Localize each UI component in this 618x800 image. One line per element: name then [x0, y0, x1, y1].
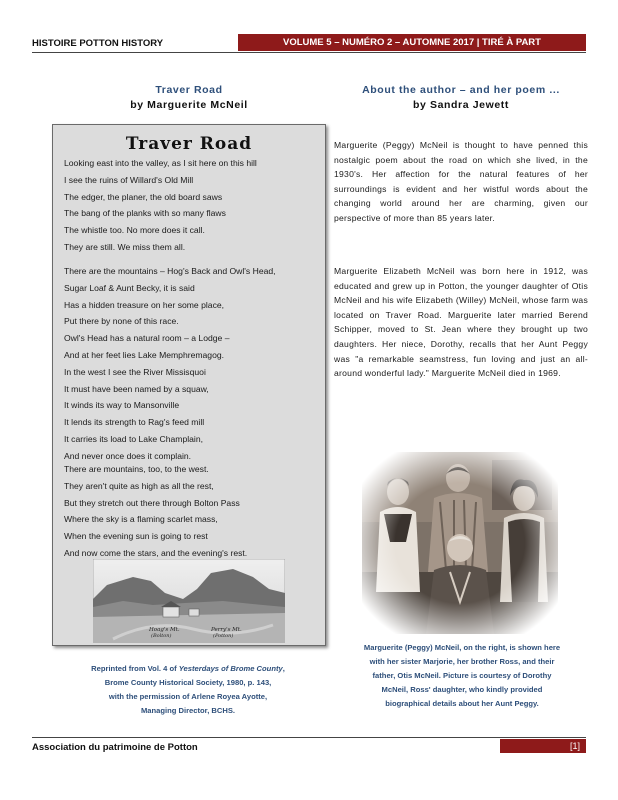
article-title: Traver Road — [155, 84, 223, 96]
poem-source-caption — [40, 662, 336, 718]
poem-line: And at her feet lies Lake Memphremagog. — [64, 349, 225, 360]
poem-stanza-1 — [64, 155, 326, 256]
poem-line: In the west I see the River Missisquoi — [64, 366, 206, 377]
poem-line: There are mountains, too, to the west. — [64, 464, 209, 474]
poem-line: Has a hidden treasure on her some place, — [64, 299, 225, 310]
poem-line: The whistle too. No more does it call. — [64, 225, 205, 236]
mountains-photo — [93, 559, 285, 643]
poem-line: They aren't quite as high as all the rest, — [64, 480, 214, 491]
poem-line: It lends its strength to Rag's feed mill — [64, 417, 205, 428]
caption-text: with the permission of Arlene Royea Ayotte, — [108, 692, 268, 701]
header-issue-banner: VOLUME 5 – NUMÉRO 2 – AUTOMNE 2017 | TIRÉ À PART — [238, 34, 586, 51]
about-byline: by Sandra Jewett — [413, 99, 509, 111]
footer-rule — [32, 737, 586, 738]
poem-line: Where the sky is a flaming scarlet mass, — [64, 514, 218, 525]
caption-text: Brome County Historical Society, 1980, p. 143, — [104, 678, 272, 687]
caption-text: Reprinted from Vol. 4 of — [91, 664, 179, 673]
caption-text: , — [282, 664, 285, 673]
photo-label-left: Hoag's Mt. — [149, 627, 180, 633]
about-paragraph-2: Marguerite Elizabeth McNeil was born here in 1912, was educated and grew up in Potton, the younger daughter of Otis McNeil and his wife Elizabeth (Willey) McNeil, whose farm was located on Traver Road. Marguerite later married Berend Schipper, moved to St. Jean where they brought up two daughters. Her niece, Dorothy, recalls that her Aunt Peggy was "a remarkable seamstress, fun loving and just an all-around wonderful lady." Marguerite McNeil died in 1969. — [334, 266, 588, 379]
poem-line: Owl's Head has a natural room – a Lodge – — [64, 333, 230, 344]
poem-line: Sugar Loaf & Aunt Becky, it is said — [64, 282, 195, 293]
caption-text: biographical details about her Aunt Peggy. — [385, 699, 539, 708]
header-publication: HISTOIRE POTTON HISTORY — [32, 38, 164, 49]
family-photo-caption — [330, 641, 594, 711]
header-rule — [32, 52, 586, 53]
poem-line: Put there by none of this race. — [64, 316, 179, 327]
about-paragraph-1: Marguerite (Peggy) McNeil is thought to have penned this nostalgic poem about the road on which she lived, in the 1930's. Her affection for the natural features of her surroundings is evident and her wistful words about the changing world around her are charming, given our perspective of more than 85 years later. — [334, 140, 588, 223]
family-photo — [362, 452, 558, 634]
caption-text: McNeil, Ross' daughter, who kindly provided — [381, 685, 543, 694]
poem-line: There are the mountains – Hog's Back and Owl's Head, — [64, 266, 276, 276]
article-byline: by Marguerite McNeil — [130, 99, 248, 111]
poem-box — [52, 124, 326, 646]
caption-book-title: Yesterdays of Brome County — [178, 664, 283, 673]
poem-line: It must have been named by a squaw, — [64, 383, 209, 394]
poem-stanza-2 — [64, 263, 326, 465]
photo-label-right-sub: (Potton) — [213, 633, 234, 639]
page-number: [1] — [500, 739, 586, 753]
caption-text: Managing Director, BCHS. — [140, 706, 236, 715]
footer-association: Association du patrimoine de Potton — [32, 742, 198, 753]
poem-line: The edger, the planer, the old board saws — [64, 191, 223, 202]
caption-text: father, Otis McNeil. Picture is courtesy of Dorothy — [372, 671, 552, 680]
photo-label-left-sub: (Bolton) — [151, 633, 172, 639]
photo-label-right: Perry's Mt. — [211, 627, 242, 633]
poem-line: And now come the stars, and the evening's rest. — [64, 547, 248, 558]
poem-line: They are still. We miss them all. — [64, 241, 186, 252]
poem-line: When the evening sun is going to rest — [64, 531, 208, 542]
left-article-heading — [52, 84, 326, 111]
poem-title: Traver Road — [125, 134, 253, 154]
poem-line: But they stretch out there through Bolton Pass — [64, 497, 240, 508]
poem-line: Looking east into the valley, as I sit here on this hill — [64, 158, 257, 168]
page-header — [32, 34, 586, 54]
right-article-heading — [334, 84, 588, 111]
caption-text: with her sister Marjorie, her brother Ross, and their — [369, 657, 555, 666]
caption-text: Marguerite (Peggy) McNeil, on the right, is shown here — [363, 643, 561, 652]
poem-line: The bang of the planks with so many flaws — [64, 208, 226, 219]
poem-line: And never once does it complain. — [64, 450, 192, 461]
poem-line: It carries its load to Lake Champlain, — [64, 433, 203, 444]
poem-line: It winds its way to Mansonville — [64, 400, 180, 411]
poem-stanza-3 — [64, 461, 326, 562]
about-title: About the author – and her poem ... — [362, 84, 560, 96]
poem-line: I see the ruins of Willard's Old Mill — [64, 174, 194, 185]
